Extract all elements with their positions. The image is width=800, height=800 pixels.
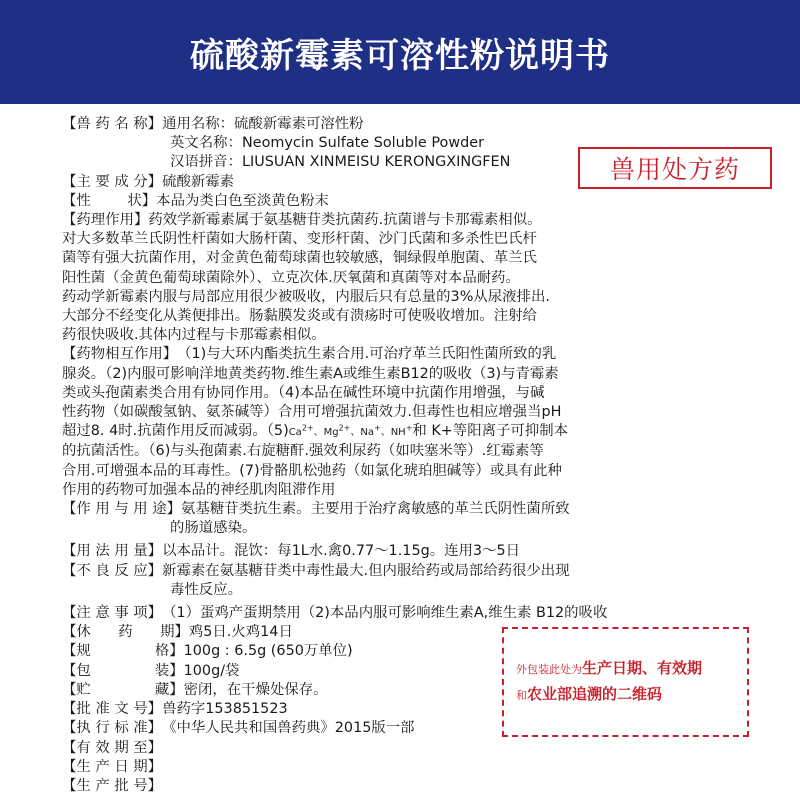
field-label: 【有 效 期 至】 xyxy=(62,739,163,756)
field-label: 【生 产 批 号】 xyxy=(62,777,163,794)
text-line: 药很快吸收.其体内过程与卡那霉素相似。 xyxy=(62,327,326,344)
precautions-row xyxy=(62,604,742,623)
adverse-row xyxy=(62,562,742,581)
field-value: 兽药字153851523 xyxy=(162,701,288,718)
text-line: 对大多数革兰氏阴性杆菌如大肠杆菌、变形杆菌、沙门氏菌和多杀性巴氏杆 xyxy=(62,231,537,248)
field-label: 【兽 药 名 称】 xyxy=(62,116,163,132)
field-label: 【注 意 事 项】 xyxy=(62,605,163,622)
page-title: 硫酸新霉素可溶性粉说明书 xyxy=(190,35,610,76)
ion-na: Na+、 xyxy=(360,423,391,439)
mfg-date-row xyxy=(62,758,742,777)
text-line: 药动学新霉素内服与局部应用很少被吸收，内服后只有总量的3%从尿液排出. xyxy=(62,288,550,305)
text-line xyxy=(62,422,742,442)
field-label: 【药物相互作用】 xyxy=(62,346,178,363)
english-name: 英文名称：Neomycin Sulfate Soluble Powder xyxy=(170,135,484,152)
field-value: 氨基糖苷类抗生素。主要用于治疗禽敏感的革兰氏阴性菌所致 xyxy=(181,501,570,518)
field-label: 【执 行 标 准】 xyxy=(62,720,163,737)
field-label: 【主 要 成 分】 xyxy=(62,173,163,190)
text-line: 腺炎。（2)内服可影响洋地黄类药物.维生素A或维生素B12的吸收（3)与青霉素 xyxy=(62,365,559,382)
text-line: 性药物（如碳酸氢钠、氨茶碱等）合用可增强抗菌效力.但毒性也相应增强当pH xyxy=(62,404,562,421)
field-label: 【休 药 期】 xyxy=(62,624,189,641)
batch-row xyxy=(62,777,742,796)
field-value: 鸡5日.火鸡14日 xyxy=(188,624,293,641)
packaging-notice xyxy=(502,627,749,737)
field-value: 本品为类白色至淡黄色粉末 xyxy=(156,192,329,209)
ion-ca: $Ca^{2+}$、 xyxy=(288,423,324,439)
field-label: 【生 产 日 期】 xyxy=(62,758,163,775)
notice-line-1 xyxy=(516,656,747,682)
field-label: 【药理作用】 xyxy=(62,212,149,229)
header-banner xyxy=(0,0,800,104)
notice-small-text: 外包装此处为 xyxy=(516,663,582,676)
field-value: 药效学新霉素属于氨基糖苷类抗菌药.抗菌谱与卡那霉素相似。 xyxy=(148,212,542,229)
field-value: 《中华人民共和国兽药典》2015版一部 xyxy=(162,720,415,737)
ion-nh: NH+ xyxy=(390,423,413,439)
field-value: 硫酸新霉素 xyxy=(162,173,235,190)
field-value: （1）蛋鸡产蛋期禁用（2)本品内服可影响维生素A,维生素 B12的吸收 xyxy=(162,605,608,622)
field-label: 【批 准 文 号】 xyxy=(62,701,163,718)
notice-big-text: 农业部追溯的二维码 xyxy=(527,685,663,703)
field-label: 【作 用 与 用 途】 xyxy=(62,501,182,518)
text-line: 的肠道感染。 xyxy=(170,520,257,537)
text-line: 合用.可增强本品的耳毒性。(7)骨骼肌松弛药（如氯化琥珀胆碱等）或具有此种 xyxy=(62,462,562,479)
field-label: 【包 装】 xyxy=(62,662,184,679)
pharmacology-row xyxy=(62,211,742,230)
text-line: 类或头孢菌素类合用有协同作用。（4)本品在碱性环境中抗菌作用增强，与碱 xyxy=(62,384,545,401)
notice-small-text: 和 xyxy=(516,689,527,702)
field-value: 100g/袋 xyxy=(183,662,240,679)
field-value: 新霉素在氨基糖苷类中毒性最大.但内服给药或局部给药很少出现 xyxy=(162,562,570,579)
field-value: 以本品计。混饮：每1L水.禽0.77～1.15g。连用3～5日 xyxy=(162,543,520,560)
dosage-row xyxy=(62,542,742,561)
character-row xyxy=(62,192,742,211)
prescription-badge: 兽用处方药 xyxy=(578,147,772,189)
ion-mg: $Mg^{2+}$、 xyxy=(323,423,361,439)
text-line: 的抗菌活性。（6)与头孢菌素.右旋糖酐.强效利尿药（如呋塞米等）.红霉素等 xyxy=(62,443,544,460)
field-label: 【性 状】 xyxy=(62,192,157,209)
expiry-row xyxy=(62,739,742,758)
field-label: 【贮 藏】 xyxy=(62,681,184,698)
notice-big-text: 生产日期、有效期 xyxy=(582,659,703,677)
text-fragment: 和 K+等阳离子可抑制本 xyxy=(412,423,568,440)
text-fragment: 超过8. 4时.抗菌作用反而减弱。（5) xyxy=(62,423,289,440)
text-line: 阳性菌（金黄色葡萄球菌除外）、立克次体.厌氧菌和真菌等对本品耐药。 xyxy=(62,269,520,286)
name-row xyxy=(62,115,742,134)
interaction-row xyxy=(62,345,742,364)
text-line: 菌等有强大抗菌作用，对金黄色葡萄球菌也较敏感，铜绿假单胞菌、革兰氏 xyxy=(62,250,537,267)
common-name: 通用名称：硫酸新霉素可溶性粉 xyxy=(162,116,364,132)
text-line: 毒性反应。 xyxy=(170,581,242,598)
field-label: 【不 良 反 应】 xyxy=(62,562,163,579)
field-label: 【用 法 用 量】 xyxy=(62,543,163,560)
text-line: 作用的药物可加强本品的神经肌肉阻滞作用 xyxy=(62,481,336,498)
indication-row xyxy=(62,500,742,519)
field-value: （1)与大环内酯类抗生素合用.可治疗革兰氏阳性菌所致的乳 xyxy=(177,346,557,363)
pinyin-name: 汉语拼音：LIUSUAN XINMEISU KERONGXINGFEN xyxy=(170,154,511,171)
notice-line-2 xyxy=(516,682,747,708)
field-label: 【规 格】 xyxy=(62,643,184,660)
field-value: 100g : 6.5g (650万单位) xyxy=(183,643,353,660)
field-value: 密闭，在干燥处保存。 xyxy=(183,681,328,698)
ingredient-row xyxy=(62,173,742,192)
text-line: 大部分不经变化从粪便排出。肠黏膜发炎或有溃疡时可使吸收增加。注射给 xyxy=(62,308,537,325)
